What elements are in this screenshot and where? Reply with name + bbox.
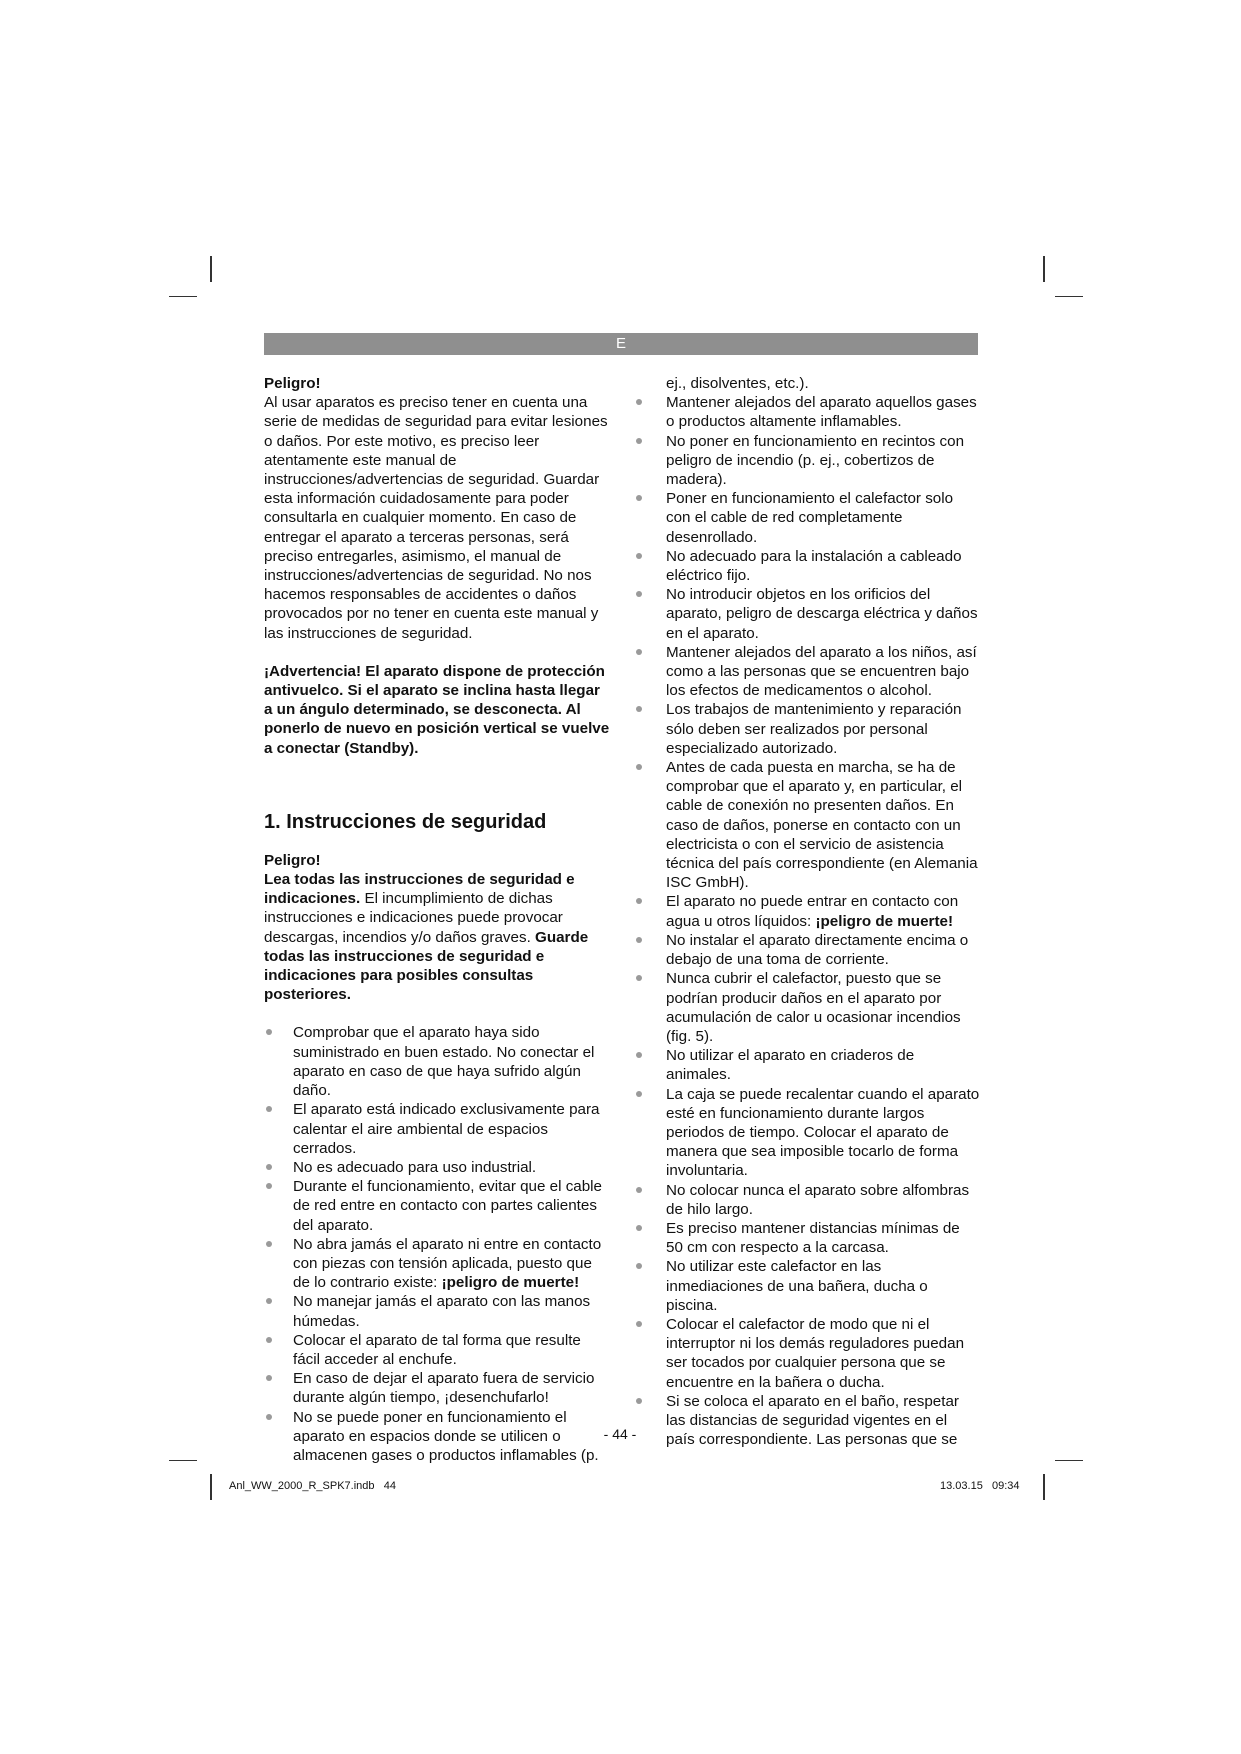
list-item: Es preciso mantener distancias mínimas de 50 cm con respecto a la carcasa. <box>636 1219 980 1257</box>
instructions-paragraph <box>264 870 612 1004</box>
list-item: No utilizar el aparato en criaderos de animales. <box>636 1046 980 1084</box>
bullet-icon <box>636 1398 642 1404</box>
danger-title-2: Peligro! <box>264 851 321 869</box>
list-item: Nunca cubrir el calefactor, puesto que se podrían producir daños en el aparato por acumulación de calor u ocasionar incendios (fig. 5). <box>636 969 980 1046</box>
bullet-icon <box>636 495 642 501</box>
list-item: El aparato no puede entrar en contacto con agua u otros líquidos: ¡peligro de muerte! <box>636 892 980 930</box>
list-item: Si se coloca el aparato en el baño, respetar las distancias de seguridad vigentes en el país correspondiente. Las personas que se <box>636 1392 980 1450</box>
bullet-icon <box>636 649 642 655</box>
bullet-icon <box>636 1263 642 1269</box>
list-item: No adecuado para la instalación a cableado eléctrico fijo. <box>636 547 980 585</box>
language-header-bar <box>264 333 978 355</box>
list-item: Durante el funcionamiento, evitar que el cable de red entre en contacto con partes calientes del aparato. <box>264 1177 612 1235</box>
crop-mark <box>210 1474 212 1500</box>
left-column <box>264 374 612 1465</box>
list-item: Antes de cada puesta en marcha, se ha de comprobar que el aparato y, en particular, el cable de conexión no presenten daños. En caso de daños, ponerse en contacto con un electricista o con el servicio de asistencia técnica del país correspondiente (en Alemania ISC GmbH). <box>636 758 980 892</box>
bullet-icon <box>266 1183 272 1189</box>
crop-mark <box>1043 256 1045 282</box>
crop-mark <box>1055 1460 1083 1461</box>
bullet-icon <box>636 438 642 444</box>
bullet-icon <box>636 764 642 770</box>
list-item: Comprobar que el aparato haya sido suministrado en buen estado. No conectar el aparato en caso de que haya sufrido algún daño. <box>264 1023 612 1100</box>
crop-mark <box>169 296 197 297</box>
danger-of-death: ¡peligro de muerte! <box>815 912 954 930</box>
list-item: No poner en funcionamiento en recintos con peligro de incendio (p. ej., cobertizos de madera). <box>636 432 980 490</box>
list-item: No abra jamás el aparato ni entre en contacto con piezas con tensión aplicada, puesto que de lo contrario existe: ¡peligro de muerte! <box>264 1235 612 1293</box>
bullet-icon <box>266 1337 272 1343</box>
continuation-text: ej., disolventes, etc.). <box>666 375 809 392</box>
bullet-icon <box>266 1164 272 1170</box>
bullet-icon <box>636 1091 642 1097</box>
bullet-icon <box>636 898 642 904</box>
list-item: No utilizar este calefactor en las inmediaciones de una bañera, ducha o piscina. <box>636 1257 980 1315</box>
bullet-icon <box>636 1187 642 1193</box>
safety-list-right <box>636 393 980 1449</box>
read-all-instructions: Lea todas las instrucciones de seguridad e indicaciones. <box>264 871 575 908</box>
crop-mark <box>169 1460 197 1461</box>
list-item: No se puede poner en funcionamiento el aparato en espacios donde se utilicen o almacenen gases o productos inflamables (p. <box>264 1408 612 1466</box>
footer-filename: Anl_WW_2000_R_SPK7.indb 44 <box>229 1480 396 1492</box>
bullet-icon <box>636 1052 642 1058</box>
bullet-icon <box>266 1106 272 1112</box>
bullet-icon <box>266 1414 272 1420</box>
list-item: La caja se puede recalentar cuando el aparato esté en funcionamiento durante largos periodos de tiempo. Colocar el aparato de manera que sea imposible tocarlo de forma involuntaria. <box>636 1085 980 1181</box>
bullet-icon <box>266 1241 272 1247</box>
list-item: Poner en funcionamiento el calefactor solo con el cable de red completamente desenrollado. <box>636 489 980 547</box>
list-item: Colocar el aparato de tal forma que resulte fácil acceder al enchufe. <box>264 1331 612 1369</box>
list-item: No es adecuado para uso industrial. <box>264 1158 612 1177</box>
bullet-icon <box>636 1225 642 1231</box>
safety-list-left <box>264 1023 612 1465</box>
crop-mark <box>1055 296 1083 297</box>
list-item: En caso de dejar el aparato fuera de servicio durante algún tiempo, ¡desenchufarlo! <box>264 1369 612 1407</box>
list-item: Los trabajos de mantenimiento y reparación sólo deben ser realizados por personal especializado autorizado. <box>636 700 980 758</box>
bullet-icon <box>636 937 642 943</box>
keep-instructions: Guarde todas las instrucciones de seguridad e indicaciones para posibles consultas posteriores. <box>264 928 589 1004</box>
intro-paragraph: Al usar aparatos es preciso tener en cuenta una serie de medidas de seguridad para evitar lesiones o daños. Por este motivo, es preciso leer atentamente este manual de instrucciones/advertencias de seguridad. Guardar esta información cuidadosamente para poder consultarla en cualquier momento. En caso de entregar el aparato a terceras personas, será preciso entregarles, asimismo, el manual de instrucciones/advertencias de seguridad. No nos hacemos responsables de accidentes o daños provocados por no tener en cuenta este manual y las instrucciones de seguridad. <box>264 394 608 642</box>
list-item: No manejar jamás el aparato con las manos húmedas. <box>264 1292 612 1330</box>
bullet-icon <box>636 975 642 981</box>
consequences-text: El incumplimiento de dichas instrucciones e indicaciones puede provocar descargas, incendios y/o daños graves. <box>264 890 563 946</box>
danger-title: Peligro! <box>264 375 321 392</box>
bullet-icon <box>636 706 642 712</box>
crop-mark <box>1043 1474 1045 1500</box>
bullet-icon <box>636 399 642 405</box>
list-item: No colocar nunca el aparato sobre alfombras de hilo largo. <box>636 1181 980 1219</box>
language-label: E <box>615 335 626 352</box>
bullet-icon <box>636 591 642 597</box>
danger-of-death: ¡peligro de muerte! <box>441 1274 580 1292</box>
bullet-icon <box>266 1375 272 1381</box>
right-column <box>636 374 980 1449</box>
bullet-icon <box>636 1321 642 1327</box>
crop-mark <box>210 256 212 282</box>
list-item: Mantener alejados del aparato a los niños, así como a las personas que se encuentren bajo los efectos de medicamentos o alcohol. <box>636 643 980 701</box>
section-heading: 1. Instrucciones de seguridad <box>264 810 547 833</box>
list-item: No introducir objetos en los orificios del aparato, peligro de descarga eléctrica y daños en el aparato. <box>636 585 980 643</box>
list-item: Colocar el calefactor de modo que ni el interruptor ni los demás reguladores puedan ser tocados por cualquier persona que se encuentre en la bañera o ducha. <box>636 1315 980 1392</box>
list-item: No instalar el aparato directamente encima o debajo de una toma de corriente. <box>636 931 980 969</box>
list-item: Mantener alejados del aparato aquellos gases o productos altamente inflamables. <box>636 393 980 431</box>
bullet-icon <box>636 553 642 559</box>
antitip-warning: ¡Advertencia! El aparato dispone de protección antivuelco. Si el aparato se inclina hasta llegar a un ángulo determinado, se desconecta. Al ponerlo de nuevo en posición vertical se vuelve a conectar (Standby). <box>264 662 610 757</box>
bullet-icon <box>266 1298 272 1304</box>
footer-timestamp: 13.03.15 09:34 <box>940 1480 1020 1492</box>
bullet-icon <box>266 1029 272 1035</box>
list-item: El aparato está indicado exclusivamente para calentar el aire ambiental de espacios cerrados. <box>264 1100 612 1158</box>
page-number: - 44 - <box>603 1426 637 1442</box>
